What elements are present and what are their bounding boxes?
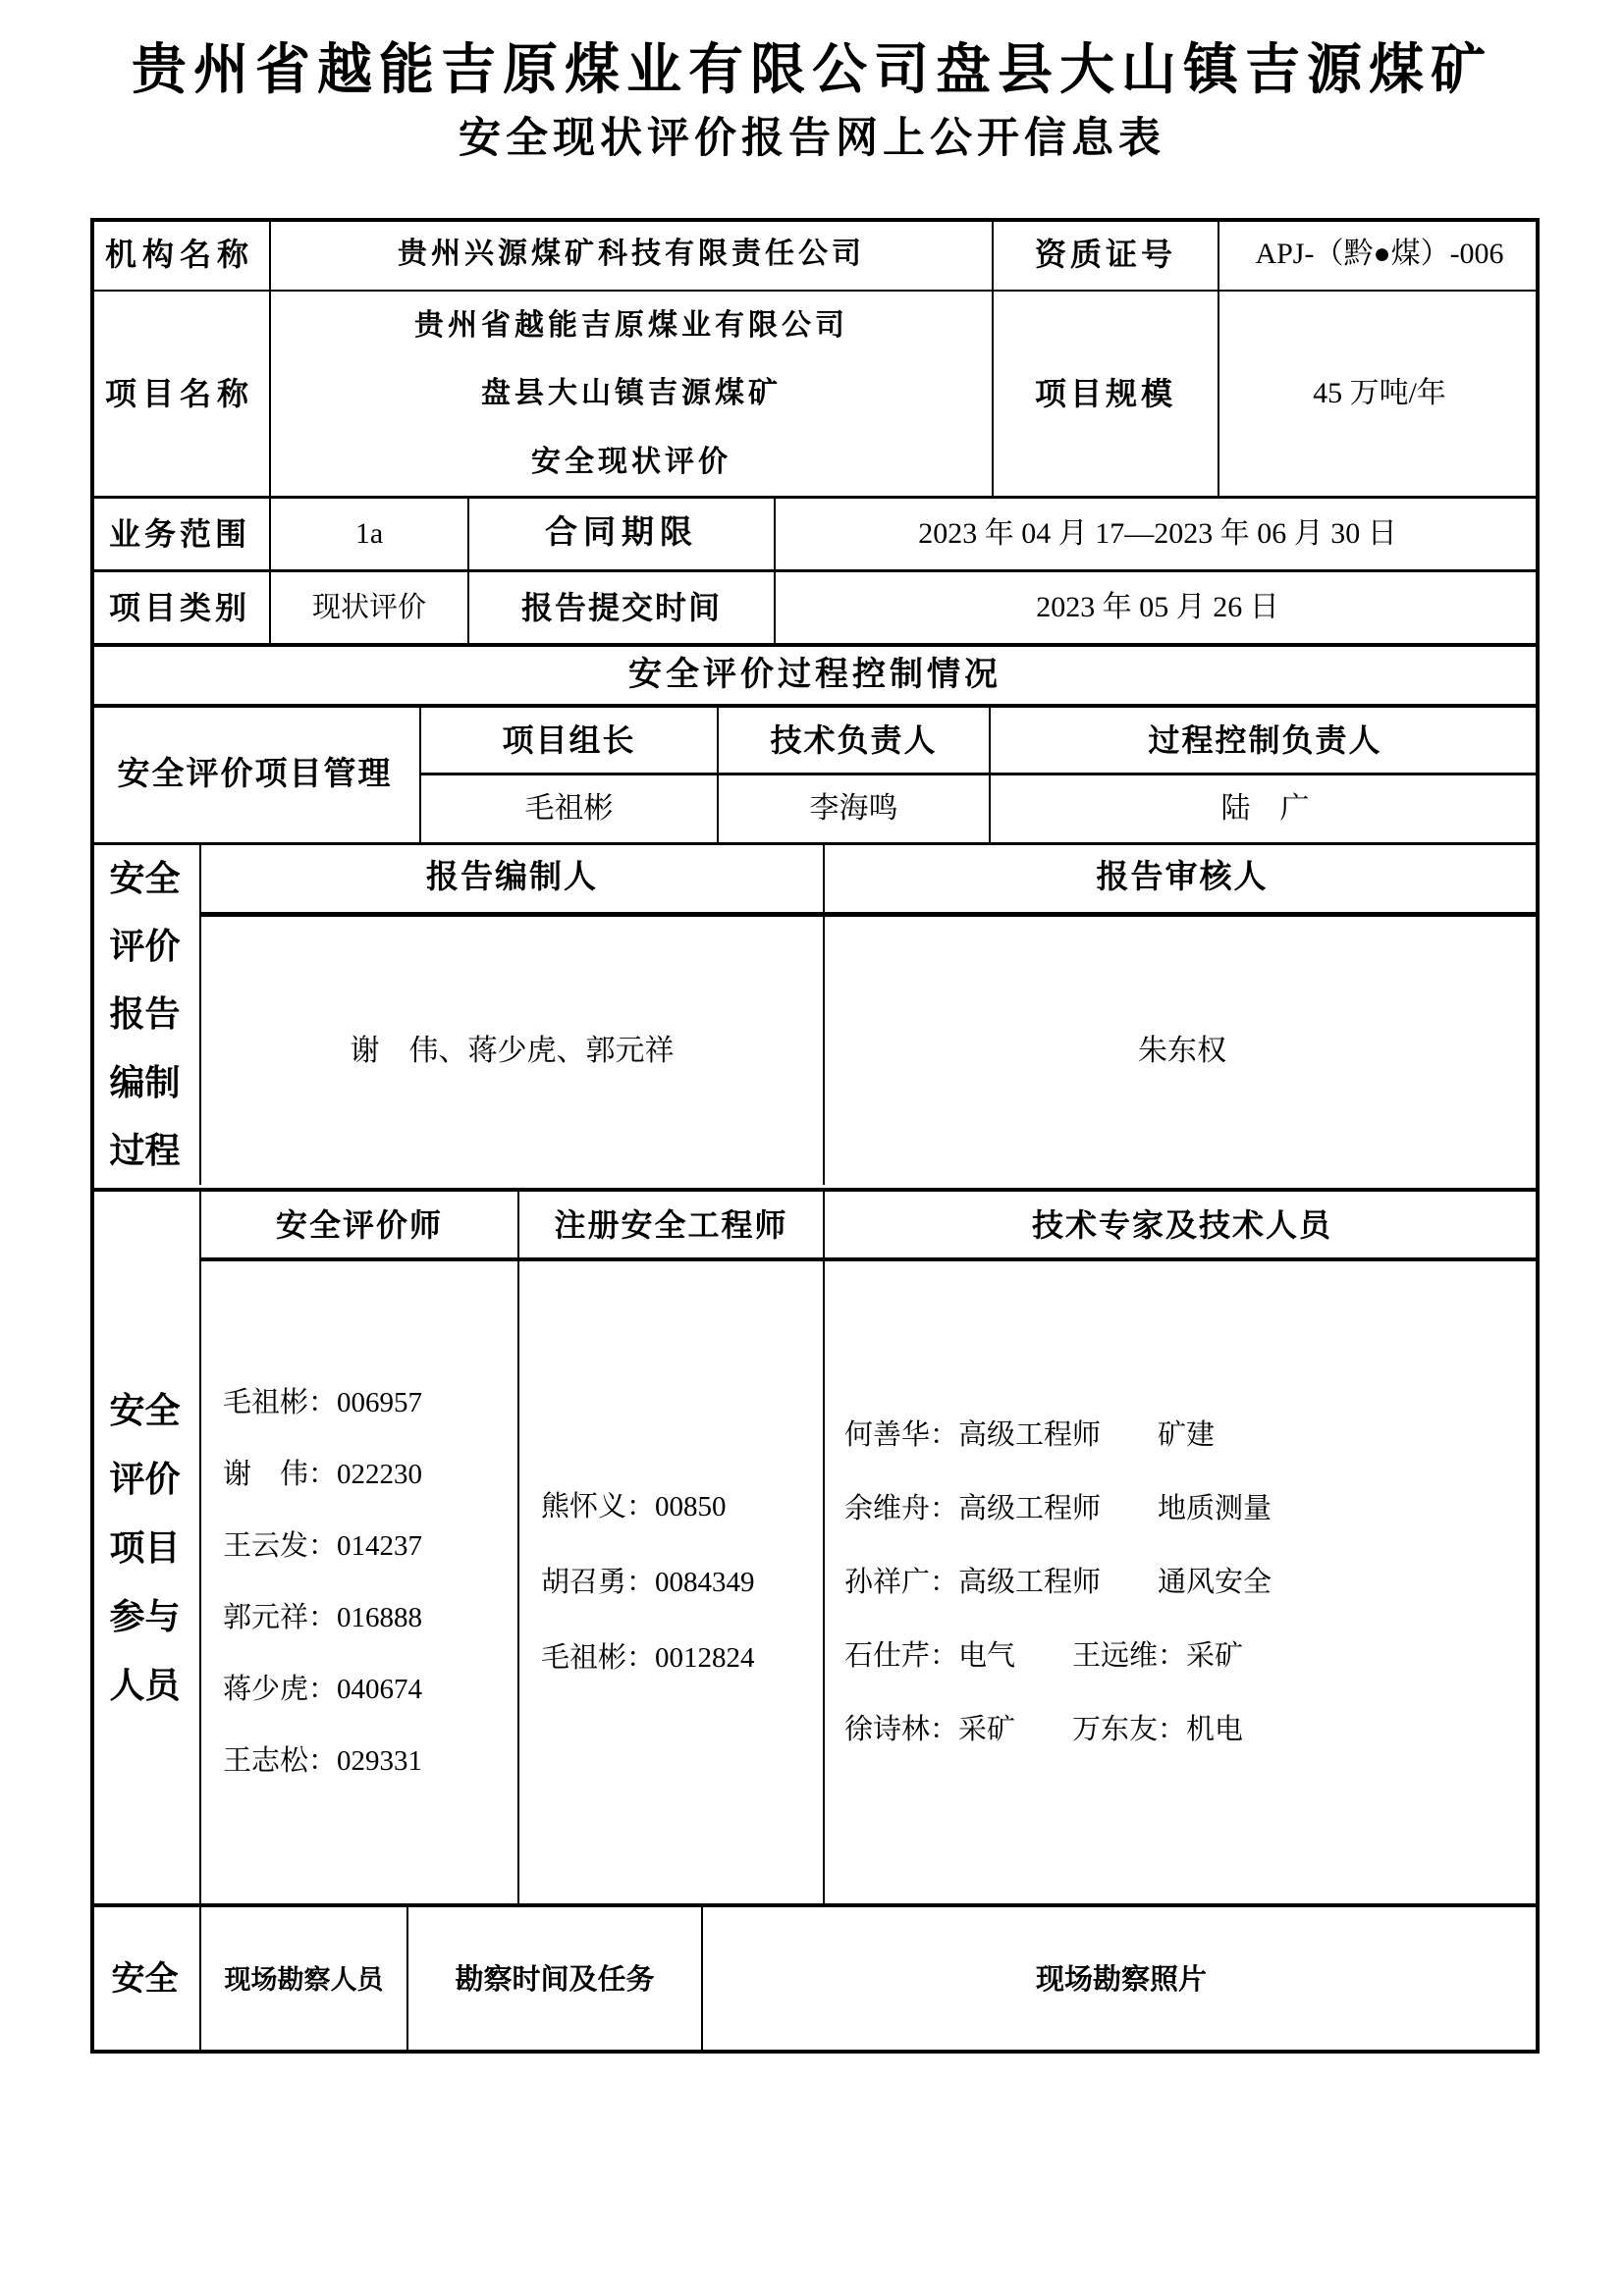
process-control-director-label: 过程控制负责人 [989,704,1540,773]
evaluator-item: 王志松：029331 [223,1745,423,1777]
tech-director-label: 技术负责人 [717,704,989,773]
section-label-line: 评价 [109,927,181,967]
tech-experts-header: 技术专家及技术人员 [823,1188,1540,1257]
survey-photos-header: 现场勘察照片 [701,1903,1540,2054]
tech-director-value: 李海鸣 [717,773,989,842]
section-label-line: 报告 [109,994,181,1035]
registered-engineer-header: 注册安全工程师 [517,1188,823,1257]
section-label-line: 项目 [109,1527,181,1568]
team-leader-value: 毛祖彬 [419,773,717,842]
survey-section-label: 安全 [90,1903,199,2054]
business-scope-value: 1a [269,496,467,569]
business-scope-label: 业务范围 [90,496,269,569]
evaluator-item: 毛祖彬：006957 [223,1387,423,1418]
cert-no-label: 资质证号 [992,218,1218,290]
project-name-value [269,290,992,496]
team-leader-label: 项目组长 [419,704,717,773]
report-writer-value: 谢 伟、蒋少虎、郭元祥 [199,912,823,1185]
participants-section-label [90,1188,199,1903]
page-title: 贵州省越能吉原煤业有限公司盘县大山镇吉源煤矿 [132,40,1492,101]
expert-item: 孙祥广：高级工程师 通风安全 [844,1566,1272,1598]
project-name-line-3: 安全现状评价 [531,445,731,478]
safety-evaluator-header: 安全评价师 [199,1188,517,1257]
expert-item: 余维舟：高级工程师 地质测量 [844,1492,1272,1524]
project-name-label: 项目名称 [90,290,269,496]
survey-time-task-header: 勘察时间及任务 [406,1903,701,2054]
project-type-label: 项目类别 [90,569,269,643]
process-control-section-header: 安全评价过程控制情况 [90,643,1540,704]
project-scale-label: 项目规模 [992,290,1218,496]
registered-engineer-list [517,1257,823,1903]
report-compilation-section-label [90,842,199,1185]
report-writer-label: 报告编制人 [199,842,823,912]
section-label-line: 参与 [109,1596,181,1636]
project-scale-value: 45 万吨/年 [1218,290,1540,496]
evaluator-item: 郭元祥：016888 [223,1602,423,1633]
contract-period-label: 合同期限 [467,496,774,569]
section-label-line: 人员 [109,1665,181,1705]
evaluator-item: 谢 伟：022230 [223,1459,423,1490]
document-header [0,35,1624,167]
org-name-value: 贵州兴源煤矿科技有限责任公司 [269,218,992,290]
engineer-item: 胡召勇：0084349 [541,1566,755,1598]
section-label-line: 过程 [109,1130,181,1170]
evaluator-item: 蒋少虎：040674 [223,1674,423,1705]
section-label-line: 评价 [109,1459,181,1499]
section-label-line: 安全 [109,1390,181,1430]
expert-item: 石仕芹：电气 王远维：采矿 [844,1639,1244,1672]
section-label-line: 安全 [109,859,181,899]
expert-item: 徐诗林：采矿 万东友：机电 [844,1713,1244,1745]
tech-experts-list [823,1257,1540,1903]
org-name-label: 机构名称 [104,236,254,272]
engineer-item: 熊怀义：00850 [541,1490,727,1522]
report-submit-label: 报告提交时间 [467,569,774,643]
report-reviewer-label: 报告审核人 [823,842,1540,912]
project-name-line-1: 贵州省越能吉原煤业有限公司 [414,308,848,342]
survey-personnel-header: 现场勘察人员 [199,1903,406,2054]
section-label-line: 编制 [109,1062,181,1102]
evaluator-item: 王云发：014237 [223,1530,423,1562]
safety-evaluator-list [199,1257,517,1903]
cert-no-value: APJ-（黔●煤）-006 [1218,218,1540,290]
engineer-item: 毛祖彬：0012824 [541,1641,755,1674]
project-management-label: 安全评价项目管理 [90,704,419,842]
expert-item: 何善华：高级工程师 矿建 [844,1418,1216,1451]
process-control-director-value: 陆 广 [989,773,1540,842]
contract-period-value: 2023 年 04 月 17—2023 年 06 月 30 日 [774,496,1540,569]
page-subtitle: 安全现状评价报告网上公开信息表 [459,116,1165,162]
project-type-value: 现状评价 [269,569,467,643]
report-reviewer-value: 朱东权 [823,912,1540,1185]
report-submit-value: 2023 年 05 月 26 日 [774,569,1540,643]
project-name-line-2: 盘县大山镇吉源煤矿 [481,377,782,410]
